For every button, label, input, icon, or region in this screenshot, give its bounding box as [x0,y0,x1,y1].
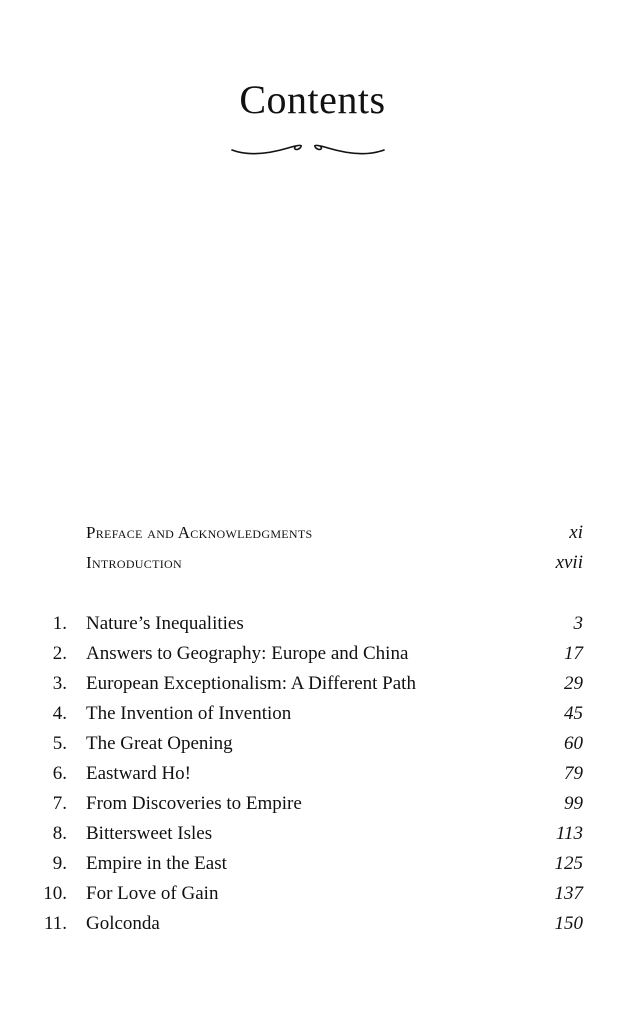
chapter-number: 10. [43,883,67,904]
toc-entry-preface[interactable] [0,520,625,546]
toc-entry-label: Nature’s Inequalities [86,613,244,634]
toc-entry-chapter[interactable] [0,701,625,727]
toc-entry-label: The Great Opening [86,733,233,754]
chapter-number: 4. [52,703,67,724]
toc-entry-chapter[interactable] [0,611,625,637]
toc-entry-chapter[interactable] [0,821,625,847]
toc-entry-label: The Invention of Invention [86,703,292,724]
toc-entry-label: Empire in the East [86,853,227,874]
toc-entry-label: Answers to Geography: Europe and China [86,643,409,664]
toc-entry-label: Eastward Ho! [86,763,191,784]
chapter-number: 11. [43,913,67,934]
toc-entry-label: For Love of Gain [86,883,219,904]
toc-entry-page: 3 [573,613,583,634]
toc-entry-label: Introduction [86,553,182,572]
toc-entry-page: 17 [564,643,583,664]
toc-entry-label: European Exceptionalism: A Different Path [86,673,416,694]
toc-entry-chapter[interactable] [0,731,625,757]
toc-entry-chapter[interactable] [0,791,625,817]
toc-entry-page: 137 [554,883,583,904]
toc-entry-page: 29 [564,673,583,694]
toc-entry-chapter[interactable] [0,761,625,787]
toc-entry-label: Preface and Acknowledgments [86,523,313,542]
chapter-number: 3. [52,673,67,694]
toc-entry-page: 45 [564,703,583,724]
chapter-number: 7. [52,793,67,814]
chapter-number: 6. [52,763,67,784]
toc-entry-label: From Discoveries to Empire [86,793,302,814]
toc-entry-label: Golconda [86,913,160,934]
toc-entry-page: 150 [554,913,583,934]
toc-entry-chapter[interactable] [0,851,625,877]
chapter-number: 2. [52,643,67,664]
toc-entry-chapter[interactable] [0,881,625,907]
chapter-number: 9. [52,853,67,874]
toc-entry-page: 79 [564,763,583,784]
toc-entry-page: 113 [555,823,583,844]
chapter-number: 5. [52,733,67,754]
toc-entry-page: xvii [555,552,583,573]
toc-entry-label: Bittersweet Isles [86,823,213,844]
toc-entry-introduction[interactable] [0,550,625,576]
toc-entry-page: 99 [564,793,583,814]
toc-entry-chapter[interactable] [0,641,625,667]
chapter-number: 1. [52,613,67,634]
page-title: Contents [239,77,386,122]
flourish-ornament-icon [228,136,388,160]
toc-entry-page: 60 [564,733,583,754]
toc-entry-page: 125 [554,853,583,874]
toc-entry-page: xi [569,522,583,543]
toc-entry-chapter[interactable] [0,911,625,937]
toc-entry-chapter[interactable] [0,671,625,697]
chapter-number: 8. [52,823,67,844]
